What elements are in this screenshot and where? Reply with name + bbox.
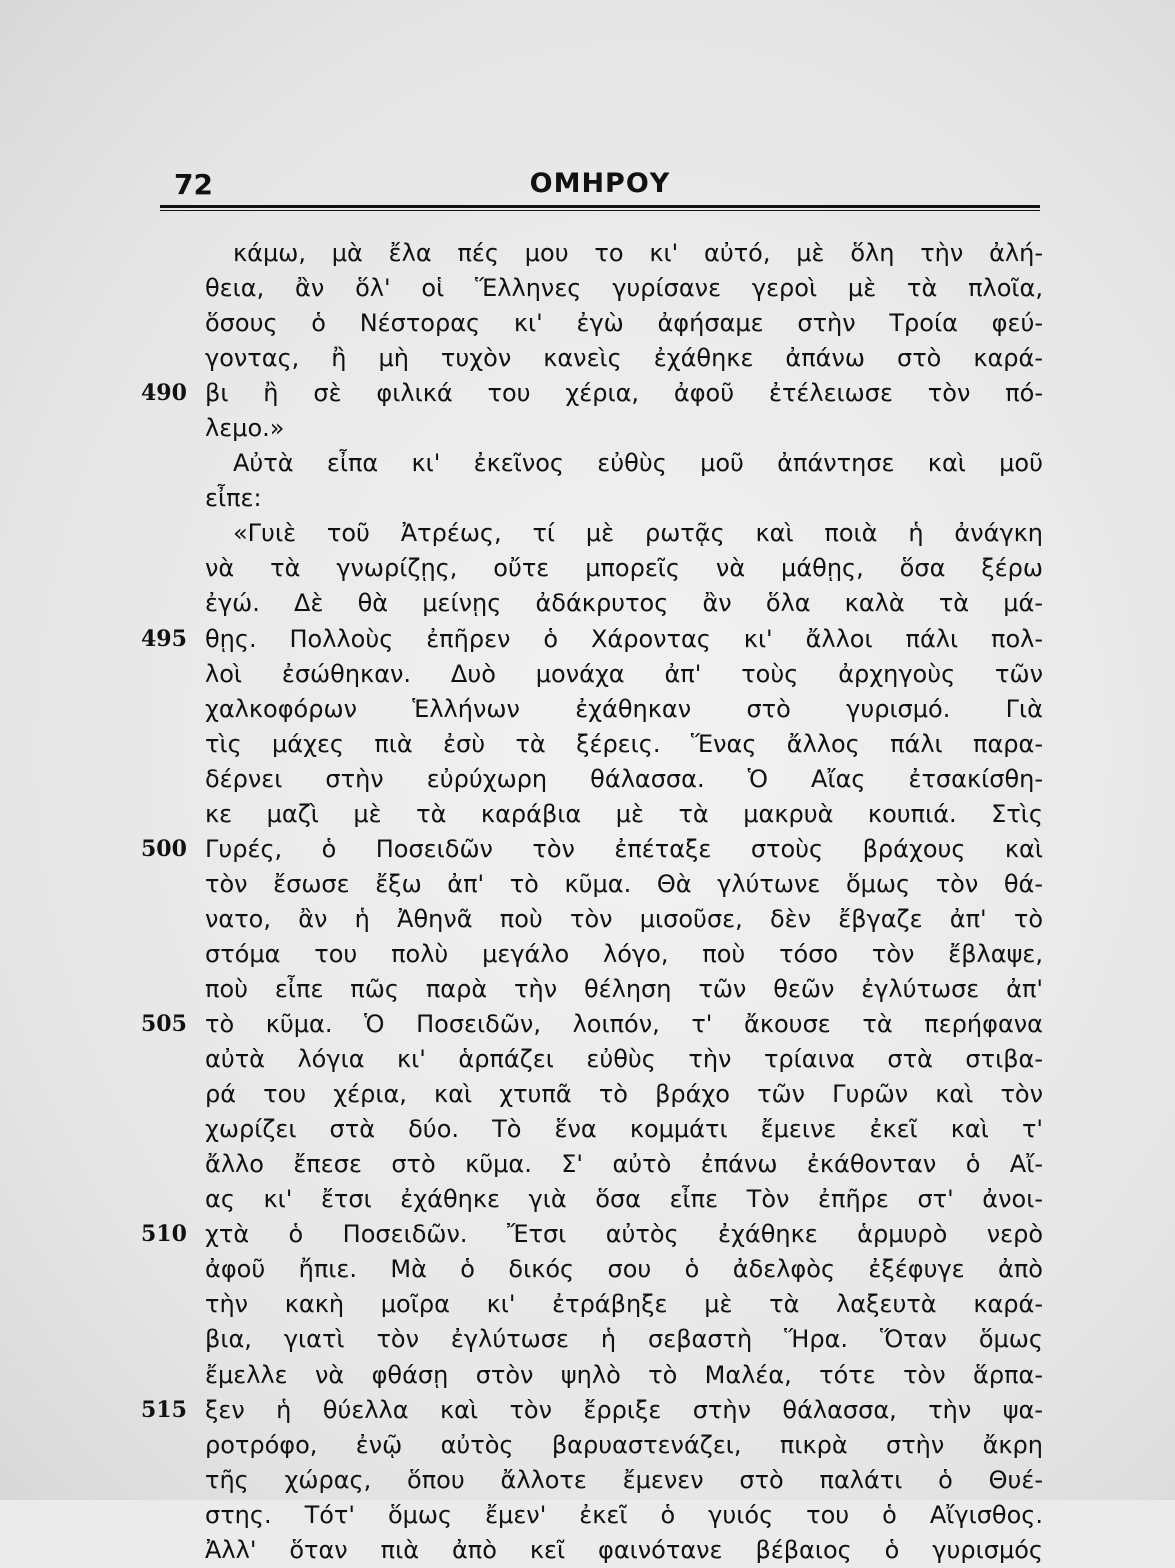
line-text: τῆς χώρας, ὅπου ἄλλοτε ἔμενεν στὸ παλάτι ὁ Θυέ- xyxy=(205,1465,1043,1494)
line-text: τὶς μάχες πιὰ ἐσὺ τὰ ξέρεις. Ἕνας ἄλλος πάλι παρα- xyxy=(205,729,1043,758)
line-text: Ἀλλ' ὅταν πιὰ ἀπὸ κεῖ φαινότανε βέβαιος ὁ γυρισμός xyxy=(205,1535,1043,1564)
line-text: τὸ κῦμα. Ὁ Ποσειδῶν, λοιπόν, τ' ἄκουσε τὰ περήφανα xyxy=(205,1010,1043,1039)
line-text: βια, γιατὶ τὸν ἐγλύτωσε ἡ σεβαστὴ Ἥρα. Ὅταν ὅμως xyxy=(205,1325,1043,1354)
text-line xyxy=(205,341,1043,376)
text-line xyxy=(205,1042,1043,1077)
text-line xyxy=(205,692,1043,727)
page-number: 72 xyxy=(174,168,213,201)
verse-line-number: 505 xyxy=(141,1011,187,1038)
line-text: ἐγώ. Δὲ θὰ μείνῃς ἀδάκρυτος ἂν ὅλα καλὰ τὰ μά- xyxy=(205,589,1043,618)
text-body xyxy=(141,236,1043,1568)
line-text: θεια, ἂν ὅλ' οἱ Ἕλληνες γυρίσανε γεροὶ μὲ τὰ πλοῖα, xyxy=(205,274,1043,303)
text-line xyxy=(205,1252,1043,1287)
line-text: ἄλλο ἔπεσε στὸ κῦμα. Σ' αὐτὸ ἐπάνω ἐκάθονταν ὁ Αἴ- xyxy=(205,1150,1043,1179)
line-text: στης. Τότ' ὅμως ἔμεν' ἐκεῖ ὁ γυιός του ὁ Αἴγισθος. xyxy=(205,1500,1043,1529)
text-line xyxy=(205,1533,1043,1568)
text-line xyxy=(205,867,1043,902)
line-text: χτὰ ὁ Ποσειδῶν. Ἔτσι αὐτὸς ἐχάθηκε ἁρμυρὸ νερὸ xyxy=(205,1220,1043,1249)
line-text: λεμο.» xyxy=(205,414,285,443)
line-text: εἶπε: xyxy=(205,484,262,513)
verse-line-number: 495 xyxy=(141,625,187,652)
line-text: ρά του χέρια, καὶ χτυπᾶ τὸ βράχο τῶν Γυρῶν καὶ τὸν xyxy=(205,1080,1043,1109)
line-text: νατο, ἂν ἡ Ἀθηνᾶ ποὺ τὸν μισοῦσε, δὲν ἔβγαζε ἀπ' τὸ xyxy=(205,904,1043,933)
text-line xyxy=(141,376,1043,411)
line-text: τὸν ἔσωσε ἔξω ἀπ' τὸ κῦμα. Θὰ γλύτωνε ὅμως τὸν θά- xyxy=(205,869,1043,898)
text-line xyxy=(141,1393,1043,1428)
line-text: ἔμελλε νὰ φθάσῃ στὸν ψηλὸ τὸ Μαλέα, τότε τὸν ἅρπα- xyxy=(205,1360,1043,1389)
text-line xyxy=(205,727,1043,762)
line-text: χαλκοφόρων Ἑλλήνων ἐχάθηκαν στὸ γυρισμό. Γιὰ xyxy=(205,694,1043,723)
line-text: δέρνει στὴν εὐρύχωρη θάλασσα. Ὁ Αἴας ἐτσακίσθη- xyxy=(205,764,1043,793)
line-text: ξεν ἡ θύελλα καὶ τὸν ἔρριξε στὴν θάλασσα, τὴν ψα- xyxy=(205,1395,1043,1424)
text-line xyxy=(141,622,1043,657)
text-line xyxy=(205,657,1043,692)
line-text: Γυρές, ὁ Ποσειδῶν τὸν ἐπέταξε στοὺς βράχους καὶ xyxy=(205,834,1043,863)
text-line xyxy=(141,832,1043,867)
line-text: βι ἢ σὲ φιλικά του χέρια, ἀφοῦ ἐτέλειωσε τὸν πό- xyxy=(205,379,1043,408)
line-text: κε μαζὶ μὲ τὰ καράβια μὲ τὰ μακρυὰ κουπιά. Στὶς xyxy=(205,799,1043,828)
line-text: τὴν κακὴ μοῖρα κι' ἐτράβηξε μὲ τὰ λαξευτὰ καρά- xyxy=(205,1290,1043,1319)
header-rule xyxy=(160,205,1040,211)
line-text: ἀφοῦ ἤπιε. Μὰ ὁ δικός σου ὁ ἀδελφὸς ἐξέφυγε ἀπὸ xyxy=(205,1255,1043,1284)
line-text: αὐτὰ λόγια κι' ἁρπάζει εὐθὺς τὴν τρίαινα στὰ στιβα- xyxy=(205,1045,1043,1074)
text-line xyxy=(205,306,1043,341)
line-text: ποὺ εἶπε πῶς παρὰ τὴν θέληση τῶν θεῶν ἐγλύτωσε ἀπ' xyxy=(205,974,1043,1003)
text-line xyxy=(205,1498,1043,1533)
line-text: κάμω, μὰ ἔλα πές μου το κι' αὐτό, μὲ ὅλη τὴν ἀλή- xyxy=(233,239,1043,267)
text-line xyxy=(205,271,1043,306)
line-text: «Γυιὲ τοῦ Ἀτρέως, τί μὲ ρωτᾷς καὶ ποιὰ ἡ ἀνάγκη xyxy=(233,519,1043,548)
text-line xyxy=(205,1463,1043,1498)
verse-line-number: 515 xyxy=(141,1396,187,1423)
text-line xyxy=(205,797,1043,832)
text-line xyxy=(205,446,1043,481)
line-text: γοντας, ἢ μὴ τυχὸν κανεὶς ἐχάθηκε ἀπάνω στὸ καρά- xyxy=(205,344,1043,373)
line-text: Αὐτὰ εἶπα κι' ἐκεῖνος εὐθὺς μοῦ ἀπάντησε καὶ μοῦ xyxy=(233,449,1043,478)
verse-line-number: 490 xyxy=(141,380,187,407)
line-text: νὰ τὰ γνωρίζῃς, οὔτε μπορεῖς νὰ μάθῃς, ὅσα ξέρω xyxy=(205,554,1043,583)
text-line xyxy=(141,1007,1043,1042)
page-header xyxy=(160,168,1040,208)
text-line xyxy=(205,236,1043,271)
text-line xyxy=(205,516,1043,551)
verse-line-number: 510 xyxy=(141,1221,187,1248)
text-line xyxy=(205,1182,1043,1217)
line-text: στόμα του πολὺ μεγάλο λόγο, ποὺ τόσο τὸν ἔβλαψε, xyxy=(205,939,1043,968)
text-line xyxy=(205,1112,1043,1147)
text-line xyxy=(205,586,1043,621)
text-line xyxy=(205,972,1043,1007)
text-line xyxy=(205,902,1043,937)
text-line xyxy=(205,1287,1043,1322)
line-text: ροτρόφο, ἐνῷ αὐτὸς βαρυαστενάζει, πικρὰ στὴν ἄκρη xyxy=(205,1430,1043,1459)
text-line xyxy=(141,1217,1043,1252)
line-text: λοὶ ἐσώθηκαν. Δυὸ μονάχα ἀπ' τοὺς ἀρχηγοὺς τῶν xyxy=(205,659,1043,688)
text-line xyxy=(205,551,1043,586)
verse-line-number: 500 xyxy=(141,835,187,862)
line-text: θῃς. Πολλοὺς ἐπῆρεν ὁ Χάροντας κι' ἄλλοι πάλι πολ- xyxy=(205,624,1043,653)
running-title: ΟΜΗΡΟΥ xyxy=(529,168,671,199)
text-line xyxy=(205,1077,1043,1112)
text-line xyxy=(205,1358,1043,1393)
text-line xyxy=(205,411,1043,446)
text-line xyxy=(205,1147,1043,1182)
text-line xyxy=(205,481,1043,516)
text-line xyxy=(205,1428,1043,1463)
line-text: ὅσους ὁ Νέστορας κι' ἐγὼ ἀφήσαμε στὴν Τροία φεύ- xyxy=(205,309,1043,338)
line-text: ας κι' ἔτσι ἐχάθηκε γιὰ ὅσα εἶπε Τὸν ἐπῆρε στ' ἀνοι- xyxy=(205,1185,1043,1214)
text-line xyxy=(205,1322,1043,1357)
line-text: χωρίζει στὰ δύο. Τὸ ἕνα κομμάτι ἔμεινε ἐκεῖ καὶ τ' xyxy=(205,1115,1043,1144)
text-line xyxy=(205,937,1043,972)
text-line xyxy=(205,762,1043,797)
